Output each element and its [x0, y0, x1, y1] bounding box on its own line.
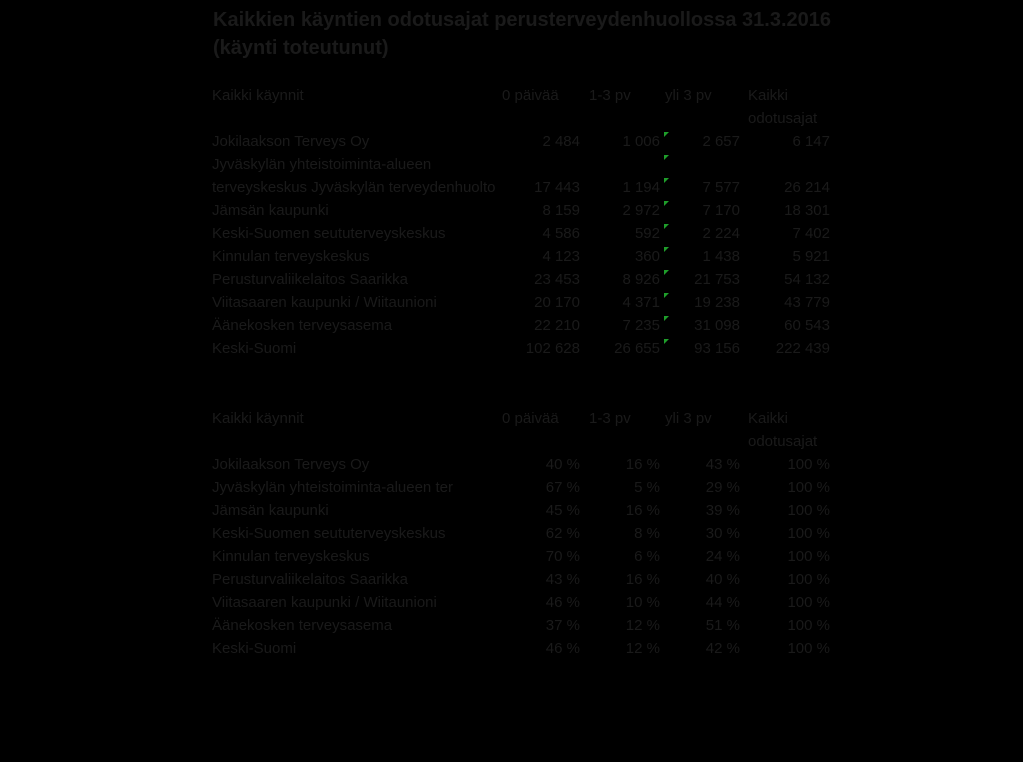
comment-marker-icon [664, 132, 669, 137]
value-over-3-days: 44 % [705, 594, 740, 611]
comment-marker-icon [664, 155, 669, 160]
row-name-cell: Keski-Suomen seututerveyskeskus [212, 225, 446, 242]
row-name-cell: Keski-Suomen seututerveyskeskus [212, 525, 446, 542]
row-name-cell: Jämsän kaupunki [212, 202, 329, 219]
value-0-days: 20 170 [534, 294, 580, 311]
value-0-days: 8 159 [542, 202, 580, 219]
value-all: 100 % [787, 594, 830, 611]
row-name-cell: Äänekosken terveysasema [212, 317, 393, 334]
value-1-3-days: 12 % [625, 617, 660, 634]
value-1-3-days: 16 % [625, 502, 660, 519]
value-over-3-days: 42 % [705, 640, 740, 657]
value-over-3-days: 7 170 [702, 202, 740, 219]
comment-marker-icon [664, 224, 669, 229]
value-1-3-days: 16 % [625, 571, 660, 588]
value-all: 100 % [787, 456, 830, 473]
value-0-days: 45 % [545, 502, 580, 519]
row-name-cell: Kinnulan terveyskeskus [212, 248, 370, 265]
value-1-3-days: 8 % [634, 525, 660, 542]
comment-marker-icon [664, 316, 669, 321]
value-0-days: 22 210 [534, 317, 580, 334]
row-name-cell: Jokilaakson Terveys Oy [212, 133, 370, 150]
value-0-days: 102 628 [525, 340, 580, 357]
row-name-cell: terveyskeskus Jyväskylän terveydenhuolto [212, 179, 496, 196]
value-over-3-days: 7 577 [702, 179, 740, 196]
header-all: Kaikki [748, 410, 789, 427]
value-over-3-days: 51 % [705, 617, 740, 634]
value-1-3-days: 8 926 [622, 271, 660, 288]
comment-marker-icon [664, 293, 669, 298]
header-1-3-days: 1-3 pv [589, 410, 631, 427]
value-all: 100 % [787, 502, 830, 519]
value-all: 7 402 [792, 225, 830, 242]
value-all: 100 % [787, 525, 830, 542]
value-0-days: 4 123 [542, 248, 580, 265]
value-1-3-days: 26 655 [614, 340, 660, 357]
header-over-3-days: yli 3 pv [665, 410, 712, 427]
value-all: 6 147 [792, 133, 830, 150]
value-all: 100 % [787, 548, 830, 565]
value-0-days: 4 586 [542, 225, 580, 242]
value-over-3-days: 39 % [705, 502, 740, 519]
value-1-3-days: 4 371 [622, 294, 660, 311]
value-all: 222 439 [775, 340, 830, 357]
header-1-3-days: 1-3 pv [589, 87, 631, 104]
value-1-3-days: 6 % [634, 548, 660, 565]
value-all: 100 % [787, 479, 830, 496]
header-all-waits: odotusajat [748, 433, 818, 450]
value-1-3-days: 16 % [625, 456, 660, 473]
header-all: Kaikki [748, 87, 789, 104]
value-all: 100 % [787, 571, 830, 588]
row-name-cell: Perusturvaliikelaitos Saarikka [212, 571, 408, 588]
row-name-cell: Kinnulan terveyskeskus [212, 548, 370, 565]
value-all: 54 132 [784, 271, 830, 288]
value-0-days: 46 % [545, 594, 580, 611]
value-1-3-days: 360 [634, 248, 660, 265]
row-name-cell: Keski-Suomi [212, 340, 297, 357]
page-title [213, 6, 831, 62]
comment-marker-icon [664, 339, 669, 344]
value-1-3-days: 1 194 [622, 179, 660, 196]
value-over-3-days: 43 % [705, 456, 740, 473]
header-name: Kaikki käynnit [212, 87, 304, 104]
row-name-cell: Jämsän kaupunki [212, 502, 329, 519]
value-over-3-days: 24 % [705, 548, 740, 565]
value-all: 26 214 [784, 179, 830, 196]
row-name-cell: Keski-Suomi [212, 640, 297, 657]
header-0-days: 0 päivää [502, 87, 559, 104]
value-all: 18 301 [784, 202, 830, 219]
row-name-cell: Viitasaaren kaupunki / Wiitaunioni [212, 594, 437, 611]
comment-marker-icon [664, 270, 669, 275]
value-0-days: 70 % [545, 548, 580, 565]
value-over-3-days: 40 % [705, 571, 740, 588]
value-over-3-days: 29 % [705, 479, 740, 496]
value-0-days: 67 % [545, 479, 580, 496]
title-line-1: Kaikkien käyntien odotusajat perusterveydenhuollossa 31.3.2016 [213, 9, 832, 31]
value-over-3-days: 30 % [705, 525, 740, 542]
comment-marker-icon [664, 178, 669, 183]
value-1-3-days: 12 % [625, 640, 660, 657]
value-0-days: 43 % [545, 571, 580, 588]
value-over-3-days: 93 156 [694, 340, 740, 357]
row-name-cell: Jyväskylän yhteistoiminta-alueen [212, 156, 432, 173]
value-over-3-days: 1 438 [702, 248, 740, 265]
value-all: 5 921 [792, 248, 830, 265]
header-name: Kaikki käynnit [212, 410, 304, 427]
title-line-2: (käynti toteutunut) [213, 37, 389, 59]
value-0-days: 2 484 [542, 133, 580, 150]
value-1-3-days: 2 972 [622, 202, 660, 219]
header-over-3-days: yli 3 pv [665, 87, 712, 104]
value-0-days: 23 453 [534, 271, 580, 288]
header-all-waits: odotusajat [748, 110, 818, 127]
value-all: 43 779 [784, 294, 830, 311]
value-1-3-days: 592 [634, 225, 660, 242]
value-over-3-days: 2 657 [702, 133, 740, 150]
value-0-days: 62 % [545, 525, 580, 542]
value-all: 100 % [787, 617, 830, 634]
row-name-cell: Jyväskylän yhteistoiminta-alueen ter [212, 479, 453, 496]
row-name-cell: Viitasaaren kaupunki / Wiitaunioni [212, 294, 437, 311]
comment-marker-icon [664, 201, 669, 206]
value-1-3-days: 10 % [625, 594, 660, 611]
value-0-days: 17 443 [534, 179, 580, 196]
value-over-3-days: 2 224 [702, 225, 740, 242]
value-over-3-days: 21 753 [694, 271, 740, 288]
value-all: 100 % [787, 640, 830, 657]
value-1-3-days: 1 006 [622, 133, 660, 150]
row-name-cell: Jokilaakson Terveys Oy [212, 456, 370, 473]
value-0-days: 46 % [545, 640, 580, 657]
value-1-3-days: 5 % [634, 479, 660, 496]
value-over-3-days: 31 098 [694, 317, 740, 334]
row-name-cell: Äänekosken terveysasema [212, 617, 393, 634]
value-over-3-days: 19 238 [694, 294, 740, 311]
comment-marker-icon [664, 247, 669, 252]
header-0-days: 0 päivää [502, 410, 559, 427]
row-name-cell: Perusturvaliikelaitos Saarikka [212, 271, 408, 288]
value-1-3-days: 7 235 [622, 317, 660, 334]
value-0-days: 37 % [545, 617, 580, 634]
value-all: 60 543 [784, 317, 830, 334]
value-0-days: 40 % [545, 456, 580, 473]
